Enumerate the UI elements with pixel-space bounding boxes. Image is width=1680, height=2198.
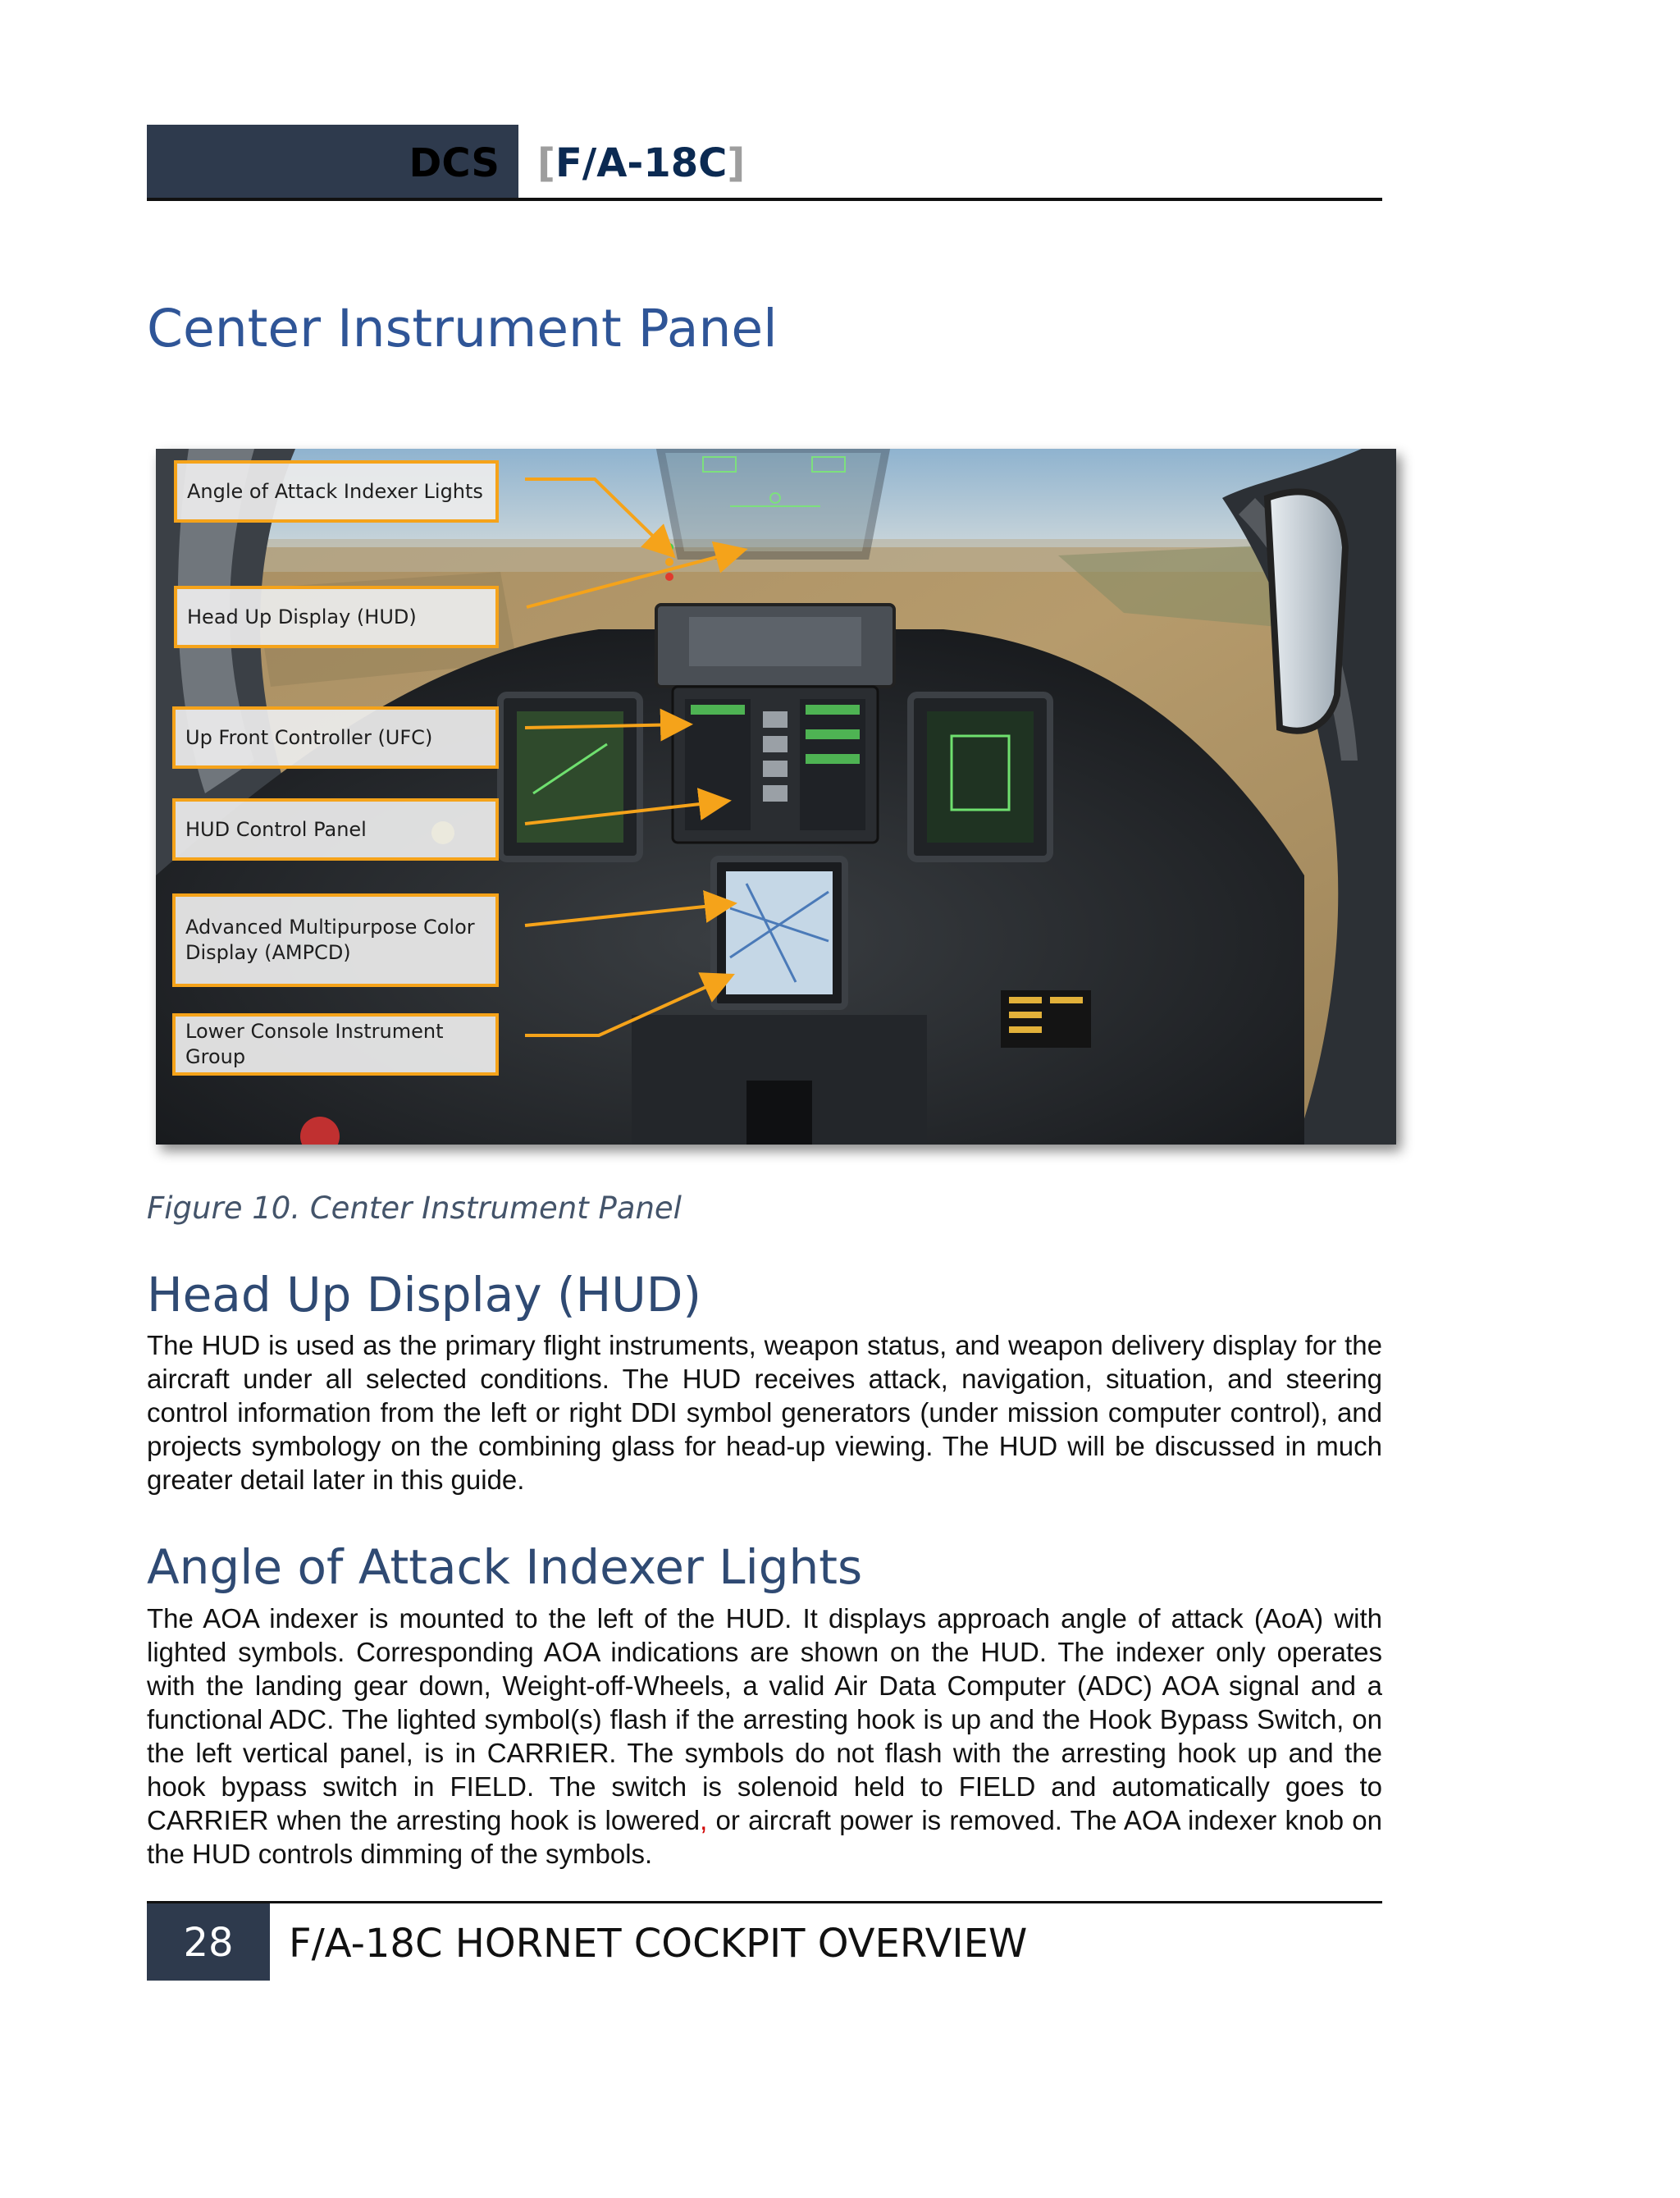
aoa-body-part2: or aircraft power is removed. The AOA indexer knob on the HUD controls dimming of the symbols. xyxy=(147,1805,1383,1869)
callout-hud: Head Up Display (HUD) xyxy=(174,586,499,648)
footer-title: F/A-18C HORNET COCKPIT OVERVIEW xyxy=(289,1921,1028,1967)
model-name: F/A-18C xyxy=(555,140,728,186)
callout-aoa-indexer: Angle of Attack Indexer Lights xyxy=(174,460,499,523)
header-rule xyxy=(147,198,1382,201)
figure-caption: Figure 10. Center Instrument Panel xyxy=(147,1190,682,1226)
callout-hud-control-panel: HUD Control Panel xyxy=(172,798,499,861)
callout-ampcd: Advanced Multipurpose Color Display (AMPCD) xyxy=(172,893,499,987)
bracket-close: ] xyxy=(727,140,746,186)
section-heading-aoa: Angle of Attack Indexer Lights xyxy=(147,1539,863,1595)
header-brand: DCS xyxy=(409,140,500,186)
section-body-hud: The HUD is used as the primary flight instruments, weapon status, and weapon delivery display for the aircraft under all selected conditions. The HUD receives attack, navigation, situation, and steering control information from the left or right DDI symbol generators (under mission computer control), and projects symbology on the combining glass for head-up viewing. The HUD will be discussed in much greater detail later in this guide. xyxy=(147,1330,1382,1495)
page-number: 28 xyxy=(147,1903,270,1981)
cockpit-figure xyxy=(156,449,1396,1145)
callout-ufc: Up Front Controller (UFC) xyxy=(172,706,499,769)
header-model xyxy=(537,125,745,199)
section-body-aoa xyxy=(147,1602,1382,1871)
page-title: Center Instrument Panel xyxy=(147,299,778,359)
callout-lower-console: Lower Console Instrument Group xyxy=(172,1013,499,1076)
aoa-body-comma: , xyxy=(700,1805,708,1835)
aoa-body-part1: The AOA indexer is mounted to the left of the HUD. It displays approach angle of attack (AoA) with lighted symbols. Corresponding AOA indications are shown on the HUD. The indexer only operates with the landing gear down, Weight-off-Wheels, a valid Air Data Computer (ADC) AOA signal and a functional ADC. The lighted symbol(s) flash if the arresting hook is up and the Hook Bypass Switch, on the left vertical panel, is in CARRIER. The symbols do not flash with the arresting hook up and the hook bypass switch in FIELD. The switch is solenoid held to FIELD and automatically goes to CARRIER when the arresting hook is lowered xyxy=(147,1603,1382,1835)
section-heading-hud: Head Up Display (HUD) xyxy=(147,1267,702,1323)
bracket-open: [ xyxy=(537,140,555,186)
